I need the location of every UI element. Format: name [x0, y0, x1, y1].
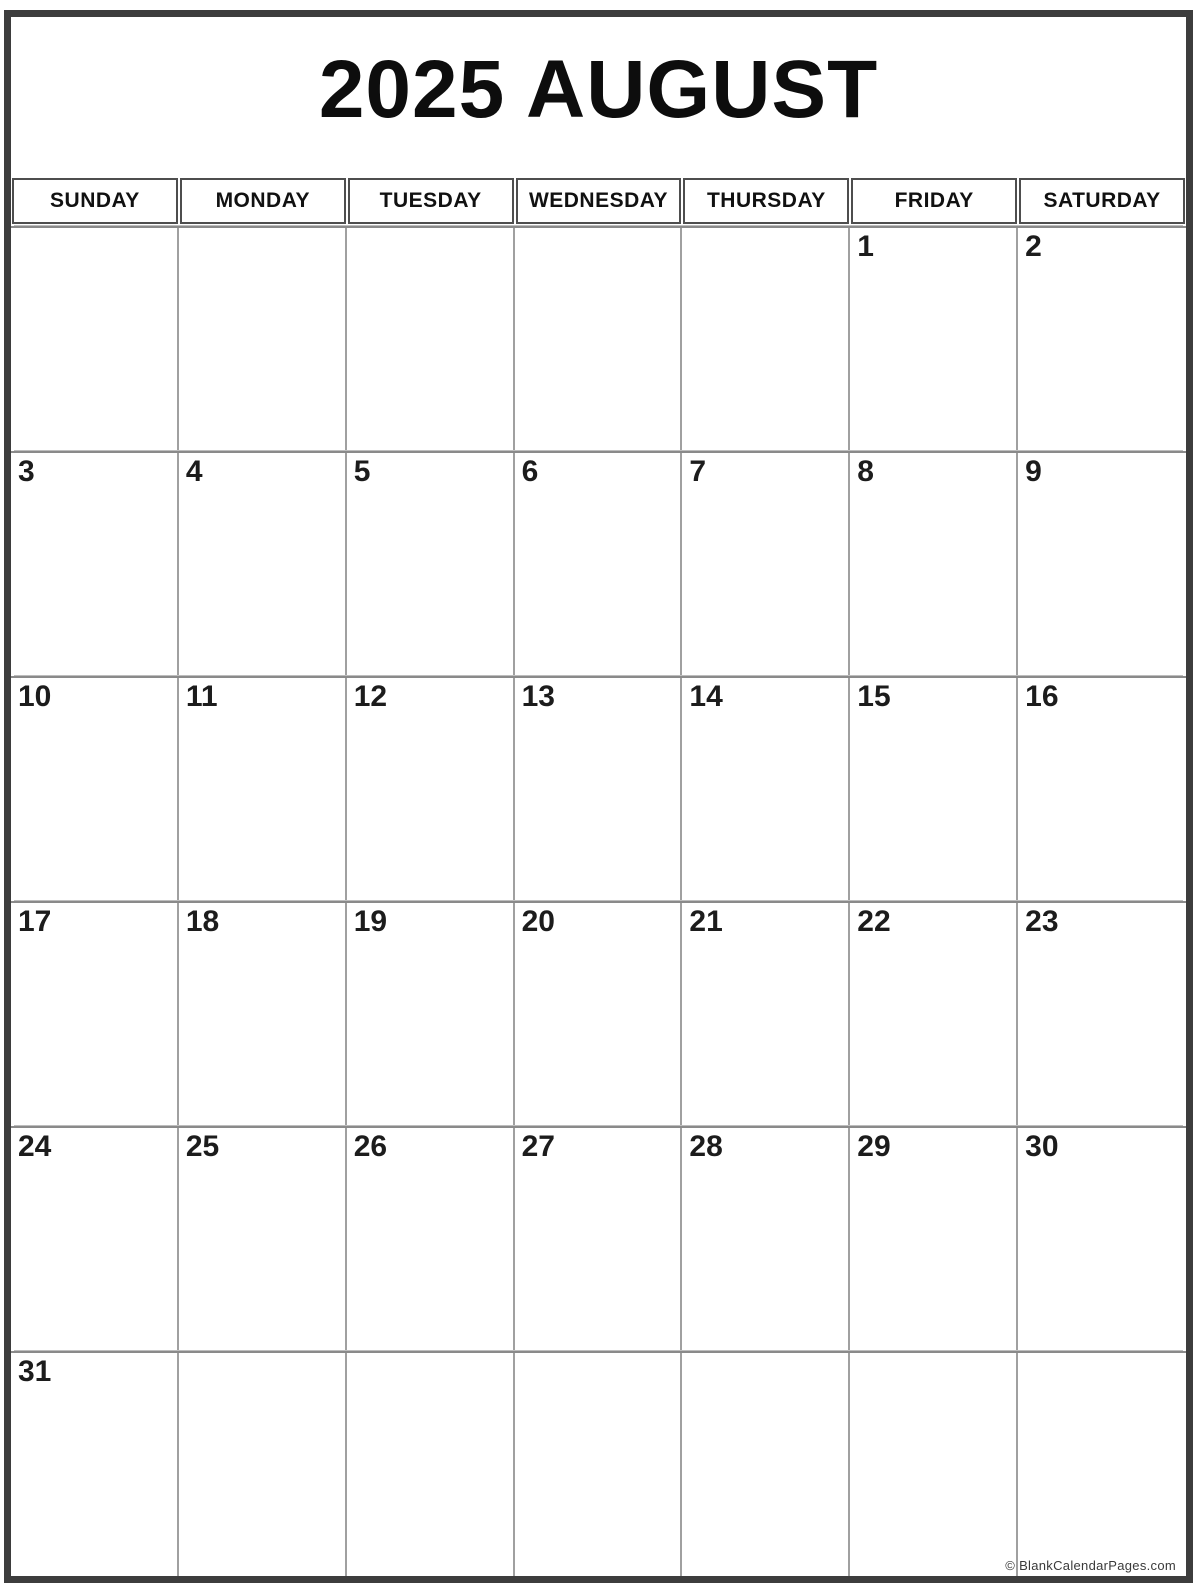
- day-number: 9: [1025, 455, 1042, 489]
- day-number: 22: [857, 905, 891, 939]
- day-cell: [11, 903, 179, 1126]
- day-cell: [179, 1353, 347, 1576]
- day-cell: [1018, 228, 1186, 451]
- day-cell: [1018, 903, 1186, 1126]
- calendar-title: 2025 AUGUST: [318, 44, 879, 135]
- day-number: 4: [185, 455, 203, 489]
- day-cell: [515, 1128, 683, 1351]
- day-cell: [515, 1353, 683, 1576]
- weekday-header-friday: FRIDAY: [851, 178, 1017, 224]
- day-number: 31: [18, 1355, 52, 1389]
- copyright-credit: © BlankCalendarPages.com: [1005, 1558, 1176, 1573]
- day-number: 8: [857, 455, 874, 489]
- day-number: 10: [18, 680, 52, 714]
- day-cell: [11, 228, 179, 451]
- day-cell: [1018, 678, 1186, 901]
- day-number: 30: [1025, 1130, 1059, 1164]
- day-number: 29: [857, 1130, 891, 1164]
- day-number: 5: [353, 455, 371, 489]
- day-cell: [179, 453, 347, 676]
- day-cell: [11, 453, 179, 676]
- day-number: 13: [521, 680, 555, 714]
- day-cell: [347, 453, 515, 676]
- weekday-header-monday: MONDAY: [180, 178, 346, 224]
- day-number: 20: [521, 905, 555, 939]
- day-cell: [850, 453, 1018, 676]
- day-cell: [850, 903, 1018, 1126]
- day-number: 18: [185, 905, 220, 939]
- day-number: 3: [18, 455, 35, 489]
- day-number: 6: [521, 455, 539, 489]
- day-cell: [682, 678, 850, 901]
- weekday-header-tuesday: TUESDAY: [348, 178, 514, 224]
- day-cell: [515, 903, 683, 1126]
- day-number: 16: [1025, 680, 1059, 714]
- weekday-header-wednesday: WEDNESDAY: [516, 178, 682, 224]
- day-cell: [1018, 453, 1186, 676]
- day-number: 2: [1025, 230, 1042, 264]
- day-number: 1: [857, 230, 874, 264]
- day-cell: [1018, 1128, 1186, 1351]
- week-row-4: [11, 901, 1186, 1126]
- day-cell: [682, 903, 850, 1126]
- day-cell: [850, 228, 1018, 451]
- day-cell: [682, 228, 850, 451]
- weekday-header-sunday: SUNDAY: [12, 178, 178, 224]
- day-cell: [850, 678, 1018, 901]
- day-number: 15: [857, 680, 891, 714]
- weekday-header-saturday: SATURDAY: [1019, 178, 1185, 224]
- day-cell: [347, 903, 515, 1126]
- week-row-5: [11, 1126, 1186, 1351]
- day-cell: [682, 1128, 850, 1351]
- day-number: 21: [689, 905, 723, 939]
- day-number: 17: [18, 905, 52, 939]
- day-number: 27: [521, 1130, 555, 1164]
- day-cell: [850, 1128, 1018, 1351]
- calendar-grid: [11, 178, 1186, 1576]
- day-number: 11: [185, 680, 218, 714]
- weekday-header-row: [11, 178, 1186, 226]
- week-row-1: [11, 226, 1186, 451]
- week-row-3: [11, 676, 1186, 901]
- day-cell: [682, 453, 850, 676]
- day-number: 28: [689, 1130, 723, 1164]
- day-number: 7: [689, 455, 707, 489]
- day-number: 14: [689, 680, 723, 714]
- day-cell: [11, 678, 179, 901]
- day-cell: [1018, 1353, 1186, 1576]
- day-number: 24: [18, 1130, 52, 1164]
- week-row-6: [11, 1351, 1186, 1576]
- day-number: 25: [185, 1130, 220, 1164]
- page-frame: [4, 10, 1193, 1583]
- day-cell: [347, 228, 515, 451]
- week-row-2: [11, 451, 1186, 676]
- day-cell: [515, 678, 683, 901]
- day-number: 12: [353, 680, 388, 714]
- day-number: 26: [353, 1130, 388, 1164]
- day-cell: [682, 1353, 850, 1576]
- weekday-header-thursday: THURSDAY: [683, 178, 849, 224]
- day-cell: [179, 678, 347, 901]
- day-number: 19: [353, 905, 388, 939]
- day-cell: [850, 1353, 1018, 1576]
- day-cell: [347, 1128, 515, 1351]
- day-cell: [11, 1353, 179, 1576]
- day-number: 23: [1025, 905, 1059, 939]
- day-cell: [179, 1128, 347, 1351]
- day-cell: [347, 1353, 515, 1576]
- day-cell: [347, 678, 515, 901]
- day-cell: [515, 453, 683, 676]
- day-cell: [179, 903, 347, 1126]
- day-cell: [515, 228, 683, 451]
- day-cell: [179, 228, 347, 451]
- day-cell: [11, 1128, 179, 1351]
